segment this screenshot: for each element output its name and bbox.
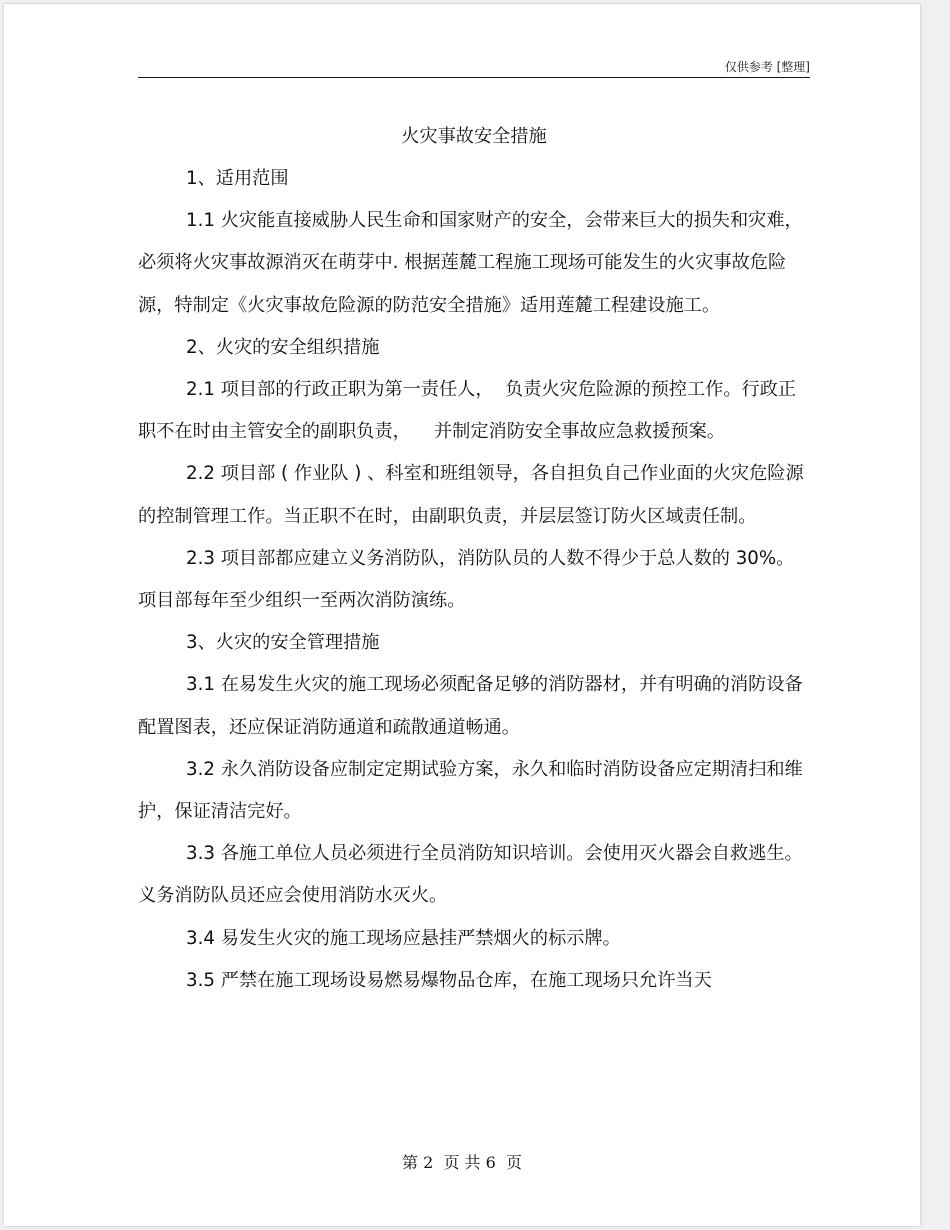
- paragraph: 2.2 项目部 ( 作业队 ) 、科室和班组领导，各自担负自己作业面的火灾危险源的控制管理工作。当正职不在时，由副职负责，并层层签订防火区域责任制。: [138, 463, 804, 527]
- page-number: 第 2 页 共 6 页: [402, 1153, 522, 1172]
- paragraph: 3.4 易发生火灾的施工现场应悬挂严禁烟火的标示牌。: [186, 927, 621, 949]
- paragraph: 3.5 严禁在施工现场设易燃易爆物品仓库，在施工现场只允许当天: [186, 969, 712, 991]
- paragraph: 2.1 项目部的行政正职为第一责任人， 负责火灾危险源的预控工作。行政正职不在时由主管安全的副职负责， 并制定消防安全事故应急救援预案。: [138, 379, 797, 443]
- document-title: 火灾事故安全措施: [401, 126, 547, 147]
- section-heading: 2、火灾的安全组织措施: [186, 336, 380, 358]
- document-page: [4, 4, 920, 1226]
- header-note: 仅供参考 [整理]: [724, 60, 810, 74]
- paragraph: 3.2 永久消防设备应制定定期试验方案，永久和临时消防设备应定期清扫和维护，保证清洁完好。: [138, 758, 803, 823]
- section-heading: 3、火灾的安全管理措施: [186, 632, 380, 654]
- header-divider: [138, 77, 810, 78]
- paragraph: 1.1 火灾能直接威胁人民生命和国家财产的安全，会带来巨大的损失和灾难，必须将火灾事故源消灭在萌芽中. 根据莲麓工程施工现场可能发生的火灾事故危险源，特制定《火灾事故危险源的防范安全措施》适用莲麓工程建设施工。: [138, 210, 803, 316]
- section-heading: 1、适用范围: [186, 168, 289, 189]
- paragraph: 2.3 项目部都应建立义务消防队，消防队员的人数不得少于总人数的 30%。项目部每年至少组织一至两次消防演练。: [138, 547, 795, 612]
- paragraph: 3.3 各施工单位人员必须进行全员消防知识培训。会使用灭火器会自救逃生。义务消防队员还应会使用消防水灭火。: [138, 843, 803, 907]
- document-body: [138, 116, 810, 1002]
- paragraph: 3.1 在易发生火灾的施工现场必须配备足够的消防器材，并有明确的消防设备配置图表，还应保证消防通道和疏散通道畅通。: [138, 674, 803, 738]
